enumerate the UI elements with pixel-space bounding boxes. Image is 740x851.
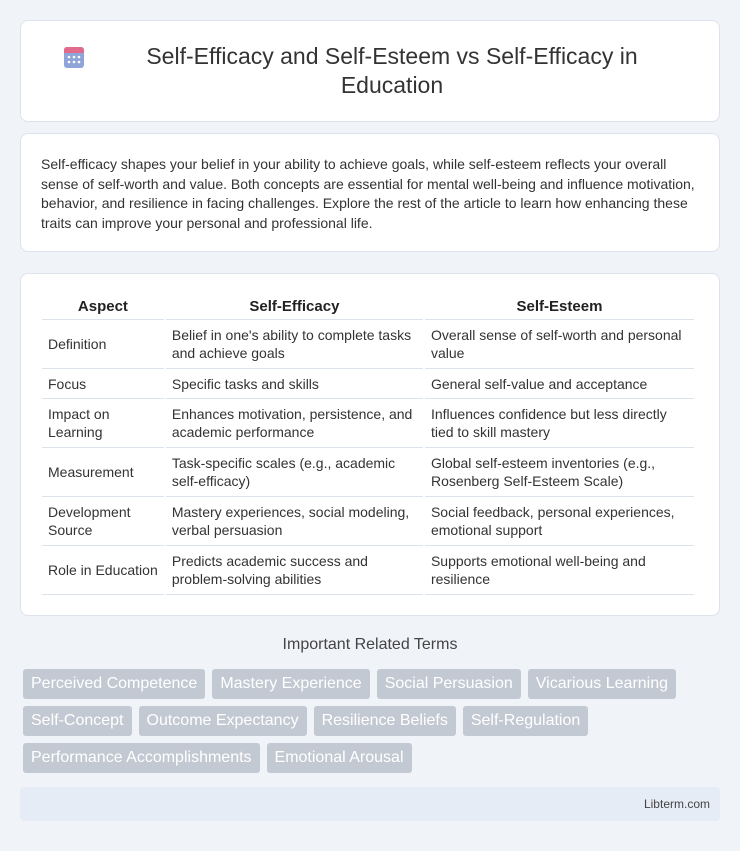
related-term-tag[interactable]: Perceived Competence [23, 669, 205, 699]
self-efficacy-cell: Task-specific scales (e.g., academic self-efficacy) [166, 448, 423, 497]
table-row [42, 399, 694, 448]
self-esteem-cell: Influences confidence but less directly tied to skill mastery [425, 399, 694, 448]
footer [20, 787, 720, 821]
self-esteem-cell: Supports emotional well-being and resilience [425, 546, 694, 595]
intro-card [20, 133, 720, 252]
related-terms-title: Important Related Terms [282, 636, 458, 653]
self-esteem-cell: Overall sense of self-worth and personal value [425, 320, 694, 369]
table-row [42, 320, 694, 369]
related-term-tag[interactable]: Emotional Arousal [267, 743, 412, 773]
related-term-tag[interactable]: Self-Regulation [463, 706, 588, 736]
aspect-cell: Definition [42, 320, 164, 369]
self-efficacy-cell: Specific tasks and skills [166, 369, 423, 399]
related-term-tag[interactable]: Performance Accomplishments [23, 743, 260, 773]
self-efficacy-cell: Enhances motivation, persistence, and academic performance [166, 399, 423, 448]
column-header-self-esteem: Self-Esteem [425, 294, 694, 320]
related-term-tag[interactable]: Resilience Beliefs [314, 706, 456, 736]
page-title: Self-Efficacy and Self-Esteem vs Self-Efficacy in Education [146, 43, 638, 98]
table-row [42, 369, 694, 399]
table-row [42, 546, 694, 595]
self-efficacy-cell: Mastery experiences, social modeling, verbal persuasion [166, 497, 423, 546]
table-row [42, 497, 694, 546]
self-esteem-cell: Social feedback, personal experiences, emotional support [425, 497, 694, 546]
self-esteem-cell: General self-value and acceptance [425, 369, 694, 399]
table-row [42, 448, 694, 497]
comparison-table-card [20, 273, 720, 616]
column-header-aspect: Aspect [42, 294, 164, 320]
aspect-cell: Measurement [42, 448, 164, 497]
aspect-cell: Development Source [42, 497, 164, 546]
document-icon [61, 44, 87, 70]
column-header-self-efficacy: Self-Efficacy [166, 294, 423, 320]
self-efficacy-cell: Predicts academic success and problem-solving abilities [166, 546, 423, 595]
aspect-cell: Focus [42, 369, 164, 399]
aspect-cell: Role in Education [42, 546, 164, 595]
related-term-tag[interactable]: Vicarious Learning [528, 669, 676, 699]
intro-paragraph: Self-efficacy shapes your belief in your ability to achieve goals, while self-esteem reflects your overall sense of self-worth and value. Both concepts are essential for mental well-being and influence motivation, behavior, and resilience in facing challenges. Explore the rest of the article to learn how enhancing these traits can improve your personal and professional life. [41, 156, 695, 231]
comparison-table [40, 294, 696, 595]
related-term-tag[interactable]: Mastery Experience [212, 669, 369, 699]
related-term-tag[interactable]: Outcome Expectancy [139, 706, 307, 736]
related-term-tag[interactable]: Social Persuasion [377, 669, 521, 699]
related-terms-list [23, 669, 723, 773]
aspect-cell: Impact on Learning [42, 399, 164, 448]
self-esteem-cell: Global self-esteem inventories (e.g., Rosenberg Self-Esteem Scale) [425, 448, 694, 497]
related-term-tag[interactable]: Self-Concept [23, 706, 132, 736]
table-header-row [42, 294, 694, 320]
self-efficacy-cell: Belief in one's ability to complete tasks and achieve goals [166, 320, 423, 369]
footer-brand-link[interactable]: Libterm.com [643, 797, 710, 811]
header-card [20, 20, 720, 122]
